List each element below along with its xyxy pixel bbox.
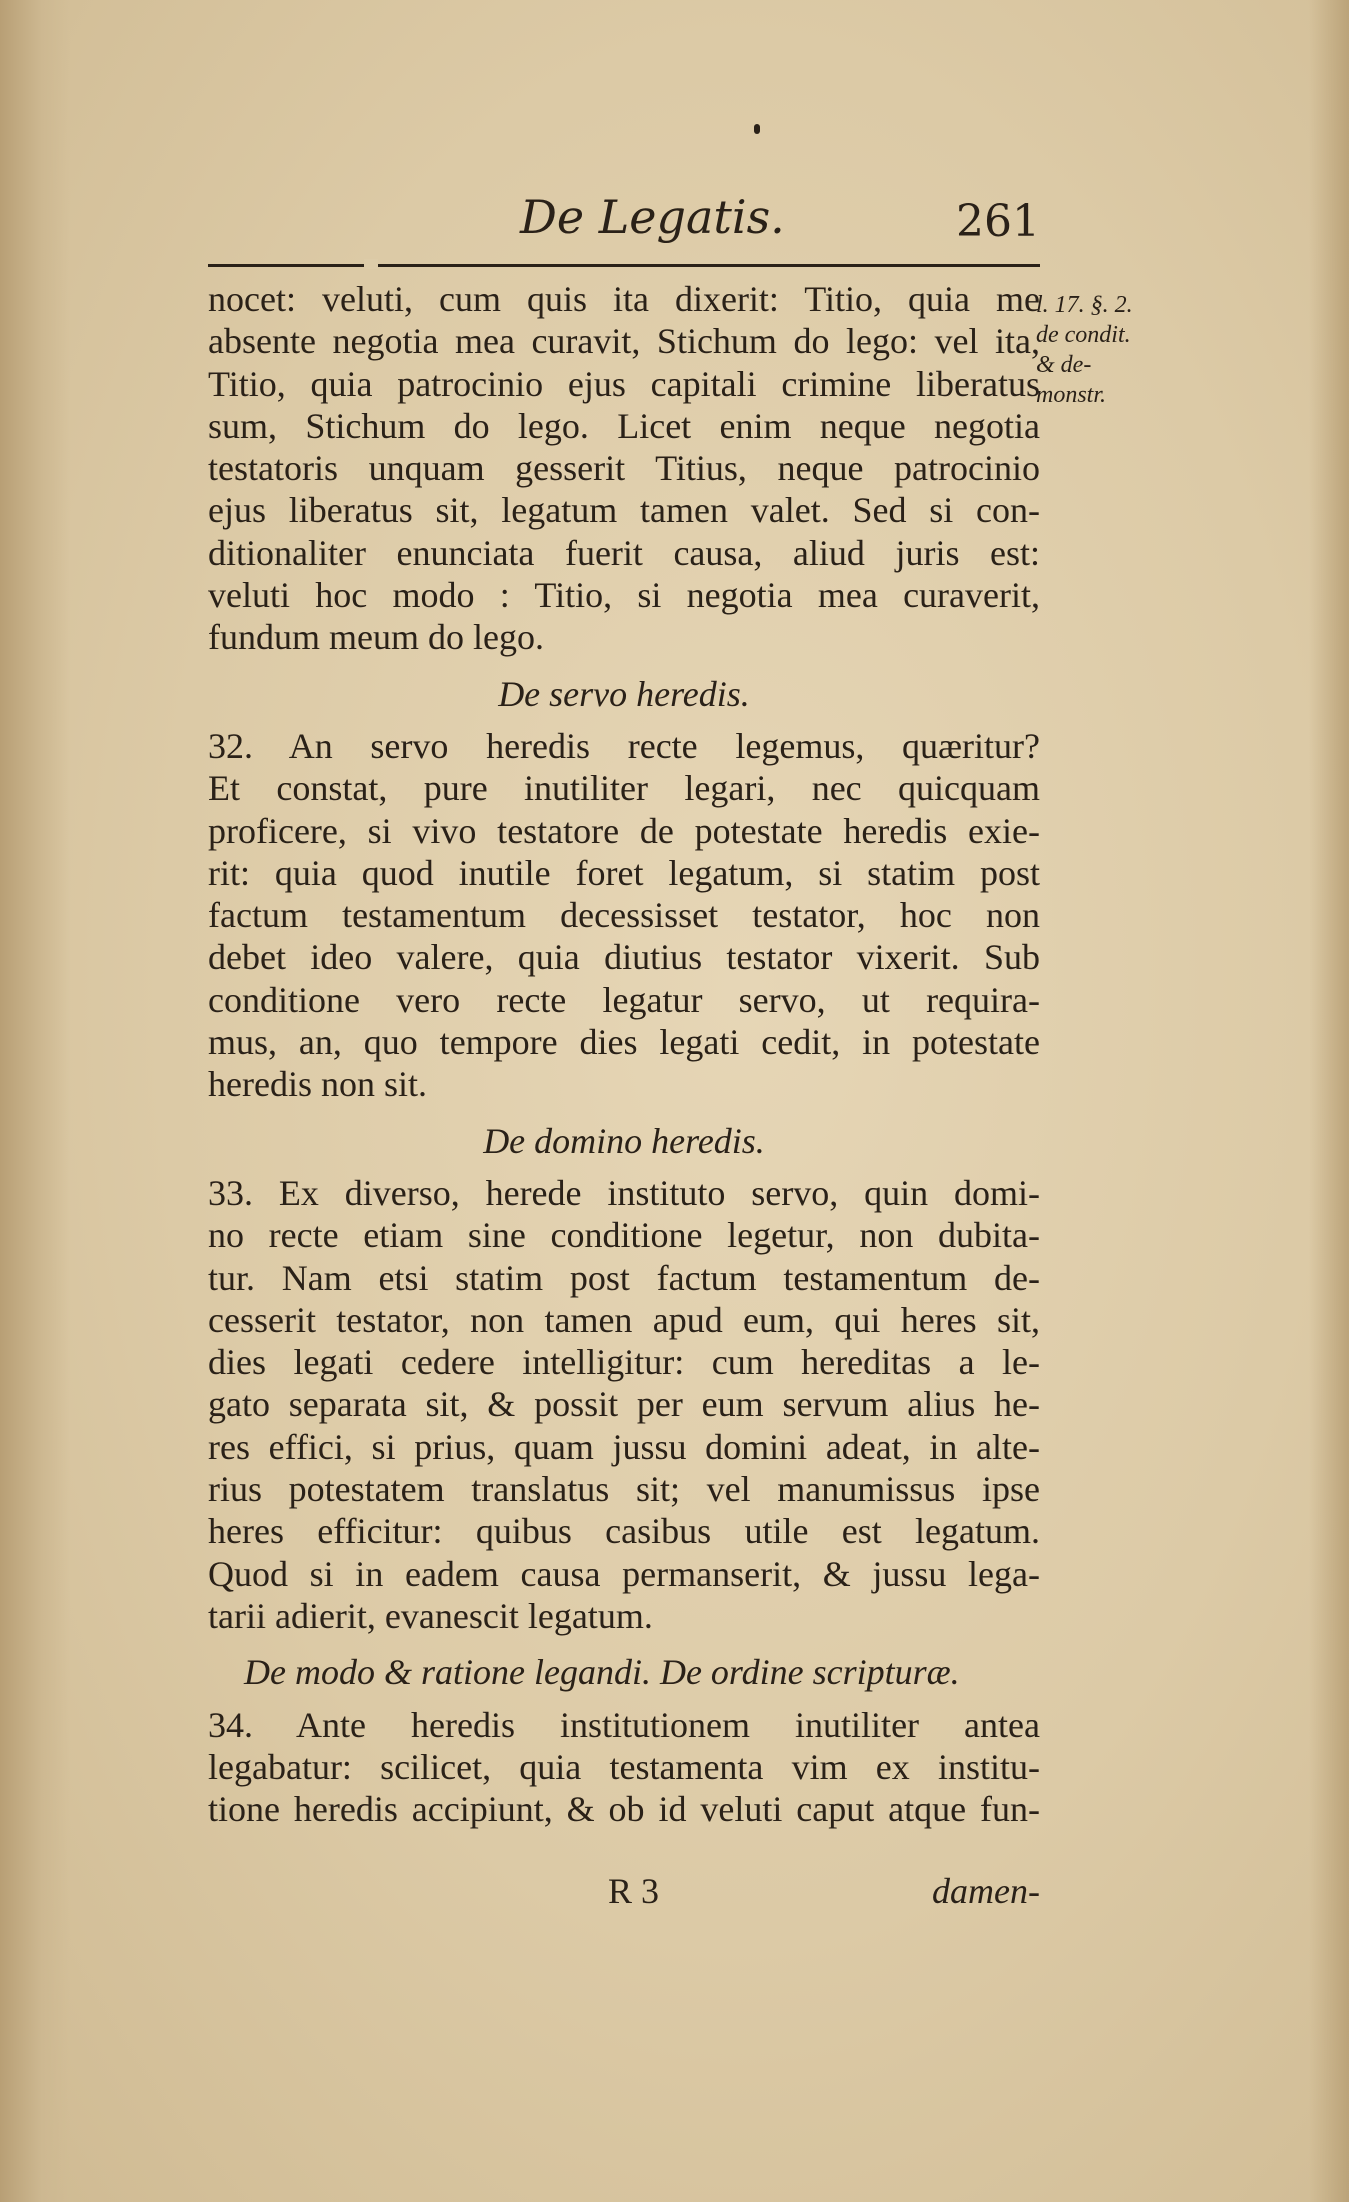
text-line: absente negotia mea curavit, Stichum do lego: vel ita, [208,321,1040,362]
header-rule-gap [364,259,378,269]
section-heading: De modo & ratione legandi. De ordine scripturæ. [244,1652,960,1693]
text-line: debet ideo valere, quia diutius testator vixerit. Sub [208,937,1040,978]
page-gutter-shadow [0,0,70,2202]
marginal-note-line: l. 17. §. 2. [1036,292,1133,318]
marginal-note-line: monstr. [1036,382,1107,408]
text-line: Titio, quia patrocinio ejus capitali crimine liberatus [208,363,1040,404]
text-line: fundum meum do lego. [208,617,544,658]
section-heading: De servo heredis. [498,673,750,714]
paragraph [208,725,1040,1106]
paragraph [208,1172,1040,1637]
text-line: Et constat, pure inutiliter legari, nec quicquam [208,768,1040,809]
text-line: tarii adierit, evanescit legatum. [208,1595,653,1636]
text-line: conditione vero recte legatur servo, ut requira- [208,979,1040,1020]
catchword: damen- [932,1871,1040,1911]
marginal-note [1036,290,1196,410]
page-header [208,190,1040,260]
text-line: rit: quia quod inutile foret legatum, si statim post [208,852,1040,893]
page-edge-shadow [1309,0,1349,2202]
text-line: rius potestatem translatus sit; vel manumissus ipse [208,1469,1040,1510]
signature-mark: R 3 [608,1871,660,1911]
marginal-note-line: de condit. [1036,322,1131,348]
body-text [208,278,1040,1830]
text-line: nocet: veluti, cum quis ita dixerit: Titio, quia me [208,279,1040,319]
text-line: 33. Ex diverso, herede instituto servo, quin domi- [208,1172,1040,1213]
text-line: no recte etiam sine conditione legetur, non dubita- [208,1215,1040,1256]
text-line: Quod si in eadem causa permanserit, & jussu lega- [208,1553,1040,1594]
text-line: factum testamentum decessisset testator, hoc non [208,895,1040,936]
text-line: sum, Stichum do lego. Licet enim neque negotia [208,405,1040,446]
text-line: res effici, si prius, quam jussu domini adeat, in alte- [208,1426,1040,1467]
text-line: 32. An servo heredis recte legemus, quæritur? [208,725,1040,766]
text-line: ejus liberatus sit, legatum tamen valet. Sed si con- [208,490,1040,531]
text-line: 34. Ante heredis institutionem inutiliter antea [208,1704,1040,1745]
text-line: heres efficitur: quibus casibus utile est legatum. [208,1511,1040,1552]
text-line: legabatur: scilicet, quia testamenta vim ex institu- [208,1746,1040,1787]
text-line: ditionaliter enunciata fuerit causa, aliud juris est: [208,532,1040,573]
marginal-note-line: & de- [1036,352,1092,378]
section-heading: De domino heredis. [483,1120,765,1161]
text-line: tione heredis accipiunt, & ob id veluti caput atque fun- [208,1789,1040,1830]
running-title: De Legatis. [520,190,785,244]
text-line: testatoris unquam gesserit Titius, neque patrocinio [208,448,1040,489]
header-rule [208,264,1040,267]
text-line: cesserit testator, non tamen apud eum, qui heres sit, [208,1299,1040,1340]
text-line: tur. Nam etsi statim post factum testamentum de- [208,1257,1040,1298]
text-line: mus, an, quo tempore dies legati cedit, in potestate [208,1022,1040,1063]
page-number: 261 [956,196,1040,247]
text-line: veluti hoc modo : Titio, si negotia mea curaverit, [208,575,1040,616]
text-line: dies legati cedere intelligitur: cum hereditas a le- [208,1342,1040,1383]
paragraph [208,1704,1040,1831]
ink-speck [754,124,760,134]
text-line: proficere, si vivo testatore de potestate heredis exie- [208,810,1040,851]
text-line: heredis non sit. [208,1064,427,1105]
page-footer [208,1870,1040,1918]
text-line: gato separata sit, & possit per eum servum alius he- [208,1384,1040,1425]
paragraph [208,278,1040,659]
